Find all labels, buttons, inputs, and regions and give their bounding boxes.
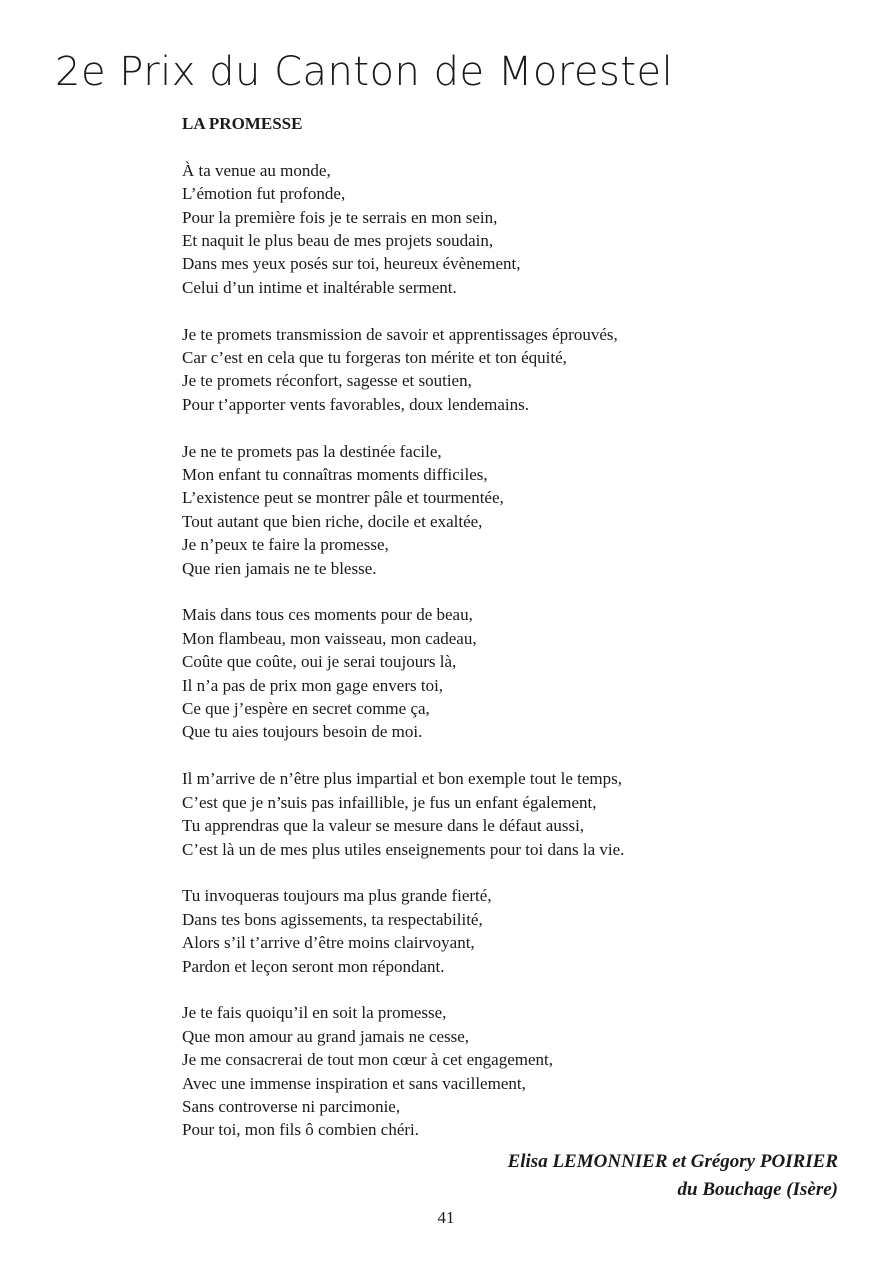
verse: Mais dans tous ces moments pour de beau, <box>182 605 473 625</box>
verse: Mon enfant tu connaîtras moments difficiles, <box>182 465 488 485</box>
verse: C’est là un de mes plus utiles enseignements pour toi dans la vie. <box>182 839 625 859</box>
verse: Que rien jamais ne te blesse. <box>182 558 377 578</box>
page-number: 41 <box>437 1208 455 1227</box>
verse: Que mon amour au grand jamais ne cesse, <box>182 1026 470 1046</box>
verse: Tout autant que bien riche, docile et exaltée, <box>182 511 483 531</box>
verse: Je ne te promets pas la destinée facile, <box>182 441 442 461</box>
verse: Mon flambeau, mon vaisseau, mon cadeau, <box>182 628 477 648</box>
stanza-4 <box>182 603 862 743</box>
verse: Pour la première fois je te serrais en mon sein, <box>182 207 498 227</box>
author-location: du Bouchage (Isère) <box>677 1179 838 1200</box>
verse: Pardon et leçon seront mon répondant. <box>182 956 445 976</box>
author-signature <box>508 1148 838 1204</box>
verse: Je te fais quoiqu’il en soit la promesse, <box>182 1003 447 1023</box>
verse: Il n’a pas de prix mon gage envers toi, <box>182 675 444 695</box>
stanza-2 <box>182 323 862 417</box>
verse: Coûte que coûte, oui je serai toujours là, <box>182 652 457 672</box>
stanza-3 <box>182 440 862 580</box>
verse: Je me consacrerai de tout mon cœur à cet engagement, <box>182 1050 554 1070</box>
verse: Car c’est en cela que tu forgeras ton mérite et ton équité, <box>182 348 567 368</box>
page-heading: 2e Prix du Canton de Morestel <box>55 49 674 95</box>
verse: Avec une immense inspiration et sans vacillement, <box>182 1073 526 1093</box>
verse: Tu invoqueras toujours ma plus grande fierté, <box>182 886 492 906</box>
verse: Tu apprendras que la valeur se mesure dans le défaut aussi, <box>182 816 585 836</box>
verse: Dans tes bons agissements, ta respectabilité, <box>182 909 483 929</box>
stanza-7 <box>182 1001 862 1141</box>
verse: Ce que j’espère en secret comme ça, <box>182 699 430 719</box>
verse: Que tu aies toujours besoin de moi. <box>182 722 423 742</box>
verse: Sans controverse ni parcimonie, <box>182 1096 401 1116</box>
stanza-5 <box>182 767 862 861</box>
verse: L’émotion fut profonde, <box>182 184 346 204</box>
stanza-1 <box>182 159 862 299</box>
poem <box>182 112 862 1142</box>
verse: Dans mes yeux posés sur toi, heureux évènement, <box>182 254 521 274</box>
poem-title: LA PROMESSE <box>182 114 303 133</box>
verse: Celui d’un intime et inaltérable serment. <box>182 277 457 297</box>
verse: Pour t’apporter vents favorables, doux lendemains. <box>182 394 529 414</box>
verse: L’existence peut se montrer pâle et tourmentée, <box>182 488 504 508</box>
verse: À ta venue au monde, <box>182 160 331 180</box>
verse: Je te promets réconfort, sagesse et soutien, <box>182 371 472 391</box>
verse: Pour toi, mon fils ô combien chéri. <box>182 1120 420 1140</box>
verse: Il m’arrive de n’être plus impartial et bon exemple tout le temps, <box>182 769 622 789</box>
stanza-6 <box>182 884 862 978</box>
verse: Alors s’il t’arrive d’être moins clairvoyant, <box>182 933 475 953</box>
verse: Je n’peux te faire la promesse, <box>182 535 389 555</box>
verse: C’est que je n’suis pas infaillible, je fus un enfant également, <box>182 792 597 812</box>
author-names: Elisa LEMONNIER et Grégory POIRIER <box>507 1151 838 1172</box>
verse: Je te promets transmission de savoir et apprentissages éprouvés, <box>182 324 618 344</box>
verse: Et naquit le plus beau de mes projets soudain, <box>182 231 494 250</box>
